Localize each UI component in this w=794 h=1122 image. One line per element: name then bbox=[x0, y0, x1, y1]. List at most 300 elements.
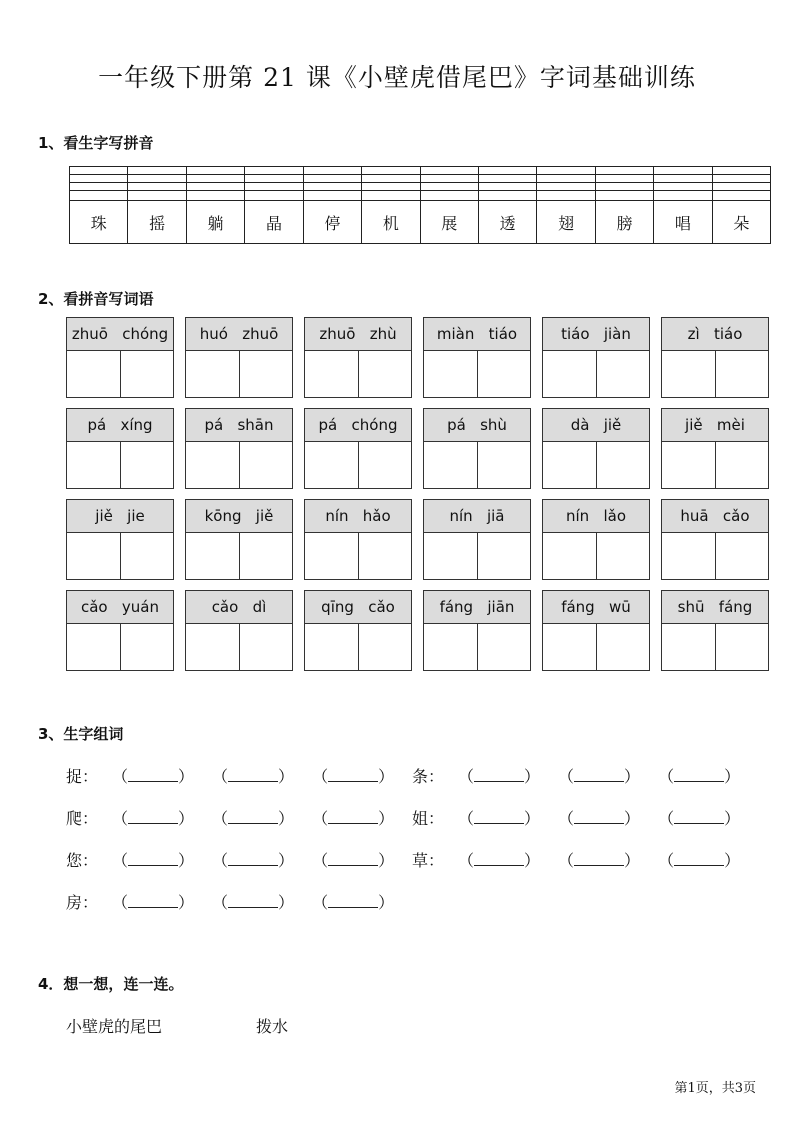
blank-line[interactable] bbox=[474, 809, 524, 824]
blank-line[interactable] bbox=[574, 851, 624, 866]
pinyin-label: fáng wū bbox=[543, 591, 649, 624]
word-card bbox=[542, 317, 650, 398]
close-paren: ） bbox=[378, 893, 395, 912]
word-card bbox=[423, 590, 531, 671]
pinyin-writing-line[interactable] bbox=[362, 167, 419, 175]
word-card bbox=[66, 590, 174, 671]
open-paren: （ bbox=[458, 809, 475, 828]
pinyin-writing-line[interactable] bbox=[713, 167, 770, 175]
character-box[interactable] bbox=[358, 351, 412, 397]
open-paren: （ bbox=[558, 767, 575, 786]
answer-blank[interactable] bbox=[112, 806, 194, 829]
close-paren: ） bbox=[178, 767, 195, 786]
blank-line[interactable] bbox=[328, 809, 378, 824]
pinyin-word-grid bbox=[66, 317, 768, 671]
answer-blank[interactable] bbox=[658, 764, 740, 787]
character: 躺 bbox=[207, 213, 224, 233]
pinyin-writing-line[interactable] bbox=[421, 191, 478, 201]
pinyin-label: zhuō zhù bbox=[305, 318, 411, 351]
character: 翅 bbox=[558, 213, 575, 233]
answer-blank[interactable] bbox=[658, 848, 740, 871]
pinyin-writing-line[interactable] bbox=[654, 191, 711, 201]
match-right-item[interactable]: 拨水 bbox=[256, 1017, 289, 1036]
char-column bbox=[70, 167, 127, 243]
writing-boxes bbox=[543, 351, 649, 397]
character-box[interactable] bbox=[477, 624, 531, 670]
pinyin-writing-line[interactable] bbox=[70, 167, 127, 175]
blank-line[interactable] bbox=[674, 851, 724, 866]
blank-line[interactable] bbox=[328, 851, 378, 866]
source-character: 草： bbox=[412, 851, 445, 870]
character-box[interactable] bbox=[543, 624, 596, 670]
word-card bbox=[304, 499, 412, 580]
pinyin-writing-line[interactable] bbox=[362, 183, 419, 191]
pinyin-writing-line[interactable] bbox=[654, 167, 711, 175]
pinyin-label: huā cǎo bbox=[662, 500, 768, 533]
pinyin-label: miàn tiáo bbox=[424, 318, 530, 351]
pinyin-writing-line[interactable] bbox=[70, 175, 127, 183]
pinyin-writing-line[interactable] bbox=[304, 183, 361, 191]
blank-line[interactable] bbox=[228, 893, 278, 908]
close-paren: ） bbox=[178, 851, 195, 870]
pinyin-writing-line[interactable] bbox=[537, 167, 594, 175]
char-column bbox=[420, 167, 478, 243]
character-box[interactable] bbox=[305, 351, 358, 397]
character-box[interactable] bbox=[186, 351, 239, 397]
character-box[interactable] bbox=[543, 351, 596, 397]
character-box[interactable] bbox=[67, 351, 120, 397]
writing-boxes bbox=[186, 624, 292, 670]
pinyin-writing-line[interactable] bbox=[362, 191, 419, 201]
word-card bbox=[185, 590, 293, 671]
pinyin-writing-line[interactable] bbox=[70, 191, 127, 201]
writing-boxes bbox=[424, 533, 530, 579]
writing-boxes bbox=[424, 351, 530, 397]
blank-line[interactable] bbox=[674, 809, 724, 824]
character-box[interactable] bbox=[662, 624, 715, 670]
pinyin-writing-line[interactable] bbox=[187, 175, 244, 183]
pinyin-label: cǎo yuán bbox=[67, 591, 173, 624]
open-paren: （ bbox=[458, 851, 475, 870]
open-paren: （ bbox=[658, 851, 675, 870]
character-box[interactable] bbox=[424, 442, 477, 488]
source-character: 姐： bbox=[412, 809, 445, 828]
pinyin-writing-line[interactable] bbox=[245, 191, 302, 201]
pinyin-label: nín lǎo bbox=[543, 500, 649, 533]
pinyin-label: nín hǎo bbox=[305, 500, 411, 533]
word-card bbox=[423, 408, 531, 489]
pinyin-writing-line[interactable] bbox=[596, 183, 653, 191]
character-box[interactable] bbox=[477, 533, 531, 579]
blank-line[interactable] bbox=[574, 767, 624, 782]
close-paren: ） bbox=[724, 809, 741, 828]
answer-blank[interactable] bbox=[458, 806, 540, 829]
pinyin-label: jiě jie bbox=[67, 500, 173, 533]
character-box[interactable] bbox=[477, 442, 531, 488]
character-box[interactable] bbox=[239, 624, 293, 670]
pinyin-writing-line[interactable] bbox=[596, 191, 653, 201]
pinyin-label: pá shù bbox=[424, 409, 530, 442]
pinyin-writing-line[interactable] bbox=[479, 183, 536, 191]
open-paren: （ bbox=[658, 767, 675, 786]
writing-boxes bbox=[543, 533, 649, 579]
character-box[interactable] bbox=[596, 533, 650, 579]
writing-boxes bbox=[186, 351, 292, 397]
character-box[interactable] bbox=[424, 351, 477, 397]
open-paren: （ bbox=[312, 767, 329, 786]
open-paren: （ bbox=[312, 809, 329, 828]
pinyin-writing-line[interactable] bbox=[537, 183, 594, 191]
pinyin-writing-line[interactable] bbox=[187, 191, 244, 201]
pinyin-writing-line[interactable] bbox=[245, 167, 302, 175]
writing-boxes bbox=[305, 533, 411, 579]
blank-line[interactable] bbox=[328, 893, 378, 908]
blank-line[interactable] bbox=[128, 851, 178, 866]
word-forming-row bbox=[66, 806, 412, 829]
character: 摇 bbox=[149, 213, 166, 233]
character-box[interactable] bbox=[596, 624, 650, 670]
blank-line[interactable] bbox=[228, 851, 278, 866]
writing-boxes bbox=[424, 624, 530, 670]
character-box[interactable] bbox=[120, 624, 174, 670]
answer-blank[interactable] bbox=[312, 890, 394, 913]
writing-boxes bbox=[662, 624, 768, 670]
character-box[interactable] bbox=[662, 533, 715, 579]
writing-boxes bbox=[305, 351, 411, 397]
pinyin-label: nín jiā bbox=[424, 500, 530, 533]
character: 膀 bbox=[616, 213, 633, 233]
character-box[interactable] bbox=[358, 624, 412, 670]
pinyin-label: shū fáng bbox=[662, 591, 768, 624]
close-paren: ） bbox=[524, 767, 541, 786]
word-card bbox=[304, 590, 412, 671]
pinyin-label: qīng cǎo bbox=[305, 591, 411, 624]
writing-boxes bbox=[543, 624, 649, 670]
char-column bbox=[536, 167, 594, 243]
page-number: 第1页，共3页 bbox=[674, 1081, 756, 1096]
pinyin-writing-line[interactable] bbox=[479, 191, 536, 201]
word-forming-row bbox=[66, 848, 412, 871]
writing-boxes bbox=[67, 351, 173, 397]
character-box[interactable] bbox=[596, 351, 650, 397]
pinyin-writing-line[interactable] bbox=[128, 175, 185, 183]
character-box[interactable] bbox=[424, 533, 477, 579]
open-paren: （ bbox=[458, 767, 475, 786]
answer-blank[interactable] bbox=[458, 848, 540, 871]
answer-blank[interactable] bbox=[558, 806, 640, 829]
section2-heading: 2、看拼音写词语 bbox=[38, 290, 154, 308]
pinyin-label: dà jiě bbox=[543, 409, 649, 442]
word-card bbox=[185, 317, 293, 398]
section1-heading: 1、看生字写拼音 bbox=[38, 134, 154, 152]
pinyin-writing-line[interactable] bbox=[70, 183, 127, 191]
pinyin-label: pá shān bbox=[186, 409, 292, 442]
character: 晶 bbox=[265, 213, 282, 233]
character-box[interactable] bbox=[715, 351, 769, 397]
answer-blank[interactable] bbox=[212, 848, 294, 871]
word-forming-row bbox=[66, 890, 412, 913]
blank-line[interactable] bbox=[128, 893, 178, 908]
blank-line[interactable] bbox=[128, 809, 178, 824]
pinyin-writing-table bbox=[69, 166, 771, 244]
pinyin-writing-line[interactable] bbox=[128, 183, 185, 191]
pinyin-label: jiě mèi bbox=[662, 409, 768, 442]
word-card bbox=[542, 408, 650, 489]
word-card bbox=[542, 499, 650, 580]
writing-boxes bbox=[543, 442, 649, 488]
pinyin-writing-line[interactable] bbox=[479, 167, 536, 175]
open-paren: （ bbox=[312, 851, 329, 870]
character-box[interactable] bbox=[358, 442, 412, 488]
character-box[interactable] bbox=[305, 442, 358, 488]
pinyin-writing-line[interactable] bbox=[479, 175, 536, 183]
character-box[interactable] bbox=[358, 533, 412, 579]
character-box[interactable] bbox=[305, 624, 358, 670]
character-box[interactable] bbox=[67, 442, 120, 488]
word-forming-row bbox=[66, 764, 412, 787]
word-card bbox=[304, 408, 412, 489]
pinyin-writing-line[interactable] bbox=[537, 191, 594, 201]
answer-blank[interactable] bbox=[558, 764, 640, 787]
answer-blank[interactable] bbox=[312, 764, 394, 787]
close-paren: ） bbox=[178, 809, 195, 828]
char-column bbox=[478, 167, 536, 243]
close-paren: ） bbox=[624, 851, 641, 870]
word-card bbox=[66, 317, 174, 398]
pinyin-writing-line[interactable] bbox=[537, 175, 594, 183]
source-character: 爬： bbox=[66, 809, 99, 828]
answer-blank[interactable] bbox=[212, 890, 294, 913]
char-column bbox=[712, 167, 770, 243]
open-paren: （ bbox=[112, 851, 129, 870]
writing-boxes bbox=[662, 351, 768, 397]
section4-heading: 4．想一想，连一连。 bbox=[38, 975, 184, 993]
character: 停 bbox=[324, 213, 341, 233]
open-paren: （ bbox=[212, 767, 229, 786]
pinyin-label: fáng jiān bbox=[424, 591, 530, 624]
character-box[interactable] bbox=[239, 533, 293, 579]
character-box[interactable] bbox=[715, 624, 769, 670]
open-paren: （ bbox=[558, 809, 575, 828]
char-column bbox=[303, 167, 361, 243]
close-paren: ） bbox=[378, 809, 395, 828]
blank-line[interactable] bbox=[474, 767, 524, 782]
close-paren: ） bbox=[624, 767, 641, 786]
answer-blank[interactable] bbox=[312, 806, 394, 829]
writing-boxes bbox=[424, 442, 530, 488]
pinyin-writing-line[interactable] bbox=[187, 183, 244, 191]
char-column bbox=[244, 167, 302, 243]
char-column bbox=[127, 167, 185, 243]
character-box[interactable] bbox=[186, 442, 239, 488]
close-paren: ） bbox=[278, 851, 295, 870]
writing-boxes bbox=[186, 442, 292, 488]
pinyin-writing-line[interactable] bbox=[128, 191, 185, 201]
pinyin-label: tiáo jiàn bbox=[543, 318, 649, 351]
word-card bbox=[66, 408, 174, 489]
character-box[interactable] bbox=[424, 624, 477, 670]
character: 朵 bbox=[733, 213, 750, 233]
writing-boxes bbox=[662, 442, 768, 488]
pinyin-writing-line[interactable] bbox=[304, 175, 361, 183]
close-paren: ） bbox=[378, 767, 395, 786]
word-card bbox=[542, 590, 650, 671]
open-paren: （ bbox=[112, 809, 129, 828]
word-card bbox=[66, 499, 174, 580]
word-card bbox=[661, 408, 769, 489]
close-paren: ） bbox=[278, 893, 295, 912]
open-paren: （ bbox=[312, 893, 329, 912]
answer-blank[interactable] bbox=[458, 764, 540, 787]
pinyin-writing-line[interactable] bbox=[128, 167, 185, 175]
close-paren: ） bbox=[624, 809, 641, 828]
blank-line[interactable] bbox=[128, 767, 178, 782]
pinyin-writing-line[interactable] bbox=[713, 183, 770, 191]
source-character: 房： bbox=[66, 893, 99, 912]
open-paren: （ bbox=[558, 851, 575, 870]
pinyin-writing-line[interactable] bbox=[421, 183, 478, 191]
answer-blank[interactable] bbox=[112, 764, 194, 787]
pinyin-writing-line[interactable] bbox=[304, 191, 361, 201]
match-left-item[interactable]: 小壁虎的尾巴 bbox=[66, 1017, 163, 1036]
open-paren: （ bbox=[658, 809, 675, 828]
character-box[interactable] bbox=[120, 351, 174, 397]
character: 机 bbox=[382, 213, 399, 233]
pinyin-writing-line[interactable] bbox=[245, 183, 302, 191]
answer-blank[interactable] bbox=[112, 890, 194, 913]
close-paren: ） bbox=[724, 767, 741, 786]
writing-boxes bbox=[305, 442, 411, 488]
word-card bbox=[423, 317, 531, 398]
close-paren: ） bbox=[378, 851, 395, 870]
pinyin-writing-line[interactable] bbox=[421, 175, 478, 183]
pinyin-label: pá xíng bbox=[67, 409, 173, 442]
character: 珠 bbox=[90, 213, 107, 233]
answer-blank[interactable] bbox=[558, 848, 640, 871]
character-box[interactable] bbox=[186, 624, 239, 670]
pinyin-writing-line[interactable] bbox=[187, 167, 244, 175]
blank-line[interactable] bbox=[674, 767, 724, 782]
close-paren: ） bbox=[524, 809, 541, 828]
answer-blank[interactable] bbox=[212, 764, 294, 787]
open-paren: （ bbox=[112, 767, 129, 786]
writing-boxes bbox=[662, 533, 768, 579]
blank-line[interactable] bbox=[474, 851, 524, 866]
character-box[interactable] bbox=[67, 533, 120, 579]
char-column bbox=[595, 167, 653, 243]
word-card bbox=[661, 317, 769, 398]
writing-boxes bbox=[186, 533, 292, 579]
pinyin-writing-line[interactable] bbox=[245, 175, 302, 183]
open-paren: （ bbox=[212, 809, 229, 828]
answer-blank[interactable] bbox=[212, 806, 294, 829]
pinyin-label: pá chóng bbox=[305, 409, 411, 442]
pinyin-writing-line[interactable] bbox=[596, 175, 653, 183]
pinyin-label: kōng jiě bbox=[186, 500, 292, 533]
close-paren: ） bbox=[178, 893, 195, 912]
word-forming-row bbox=[412, 806, 758, 829]
pinyin-label: zhuō chóng bbox=[67, 318, 173, 351]
pinyin-label: cǎo dì bbox=[186, 591, 292, 624]
character-box[interactable] bbox=[543, 442, 596, 488]
close-paren: ） bbox=[724, 851, 741, 870]
pinyin-writing-line[interactable] bbox=[654, 183, 711, 191]
character-box[interactable] bbox=[120, 533, 174, 579]
pinyin-writing-line[interactable] bbox=[654, 175, 711, 183]
writing-boxes bbox=[67, 442, 173, 488]
blank-line[interactable] bbox=[574, 809, 624, 824]
character: 展 bbox=[441, 213, 458, 233]
open-paren: （ bbox=[112, 893, 129, 912]
word-forming-row bbox=[412, 848, 758, 871]
writing-boxes bbox=[67, 533, 173, 579]
pinyin-writing-line[interactable] bbox=[713, 175, 770, 183]
character-box[interactable] bbox=[120, 442, 174, 488]
open-paren: （ bbox=[212, 851, 229, 870]
word-card bbox=[185, 499, 293, 580]
blank-line[interactable] bbox=[228, 809, 278, 824]
character-box[interactable] bbox=[543, 533, 596, 579]
word-card bbox=[423, 499, 531, 580]
source-character: 捉： bbox=[66, 767, 99, 786]
close-paren: ） bbox=[524, 851, 541, 870]
pinyin-label: huó zhuō bbox=[186, 318, 292, 351]
blank-line[interactable] bbox=[328, 767, 378, 782]
character-box[interactable] bbox=[715, 533, 769, 579]
character-box[interactable] bbox=[305, 533, 358, 579]
character-box[interactable] bbox=[596, 442, 650, 488]
character-box[interactable] bbox=[186, 533, 239, 579]
character-box[interactable] bbox=[477, 351, 531, 397]
character-box[interactable] bbox=[715, 442, 769, 488]
blank-line[interactable] bbox=[228, 767, 278, 782]
character-box[interactable] bbox=[662, 351, 715, 397]
close-paren: ） bbox=[278, 767, 295, 786]
word-card bbox=[661, 590, 769, 671]
page-title: 一年级下册第 21 课《小壁虎借尾巴》字词基础训练 bbox=[98, 63, 696, 92]
character-box[interactable] bbox=[662, 442, 715, 488]
character: 透 bbox=[499, 213, 516, 233]
open-paren: （ bbox=[212, 893, 229, 912]
pinyin-writing-line[interactable] bbox=[713, 191, 770, 201]
source-character: 条： bbox=[412, 767, 445, 786]
character-box[interactable] bbox=[67, 624, 120, 670]
character-box[interactable] bbox=[239, 351, 293, 397]
character-box[interactable] bbox=[239, 442, 293, 488]
pinyin-writing-line[interactable] bbox=[304, 167, 361, 175]
char-column bbox=[653, 167, 711, 243]
char-column bbox=[186, 167, 244, 243]
answer-blank[interactable] bbox=[112, 848, 194, 871]
answer-blank[interactable] bbox=[658, 806, 740, 829]
section3-heading: 3、生字组词 bbox=[38, 725, 124, 743]
word-card bbox=[185, 408, 293, 489]
pinyin-writing-line[interactable] bbox=[421, 167, 478, 175]
pinyin-writing-line[interactable] bbox=[362, 175, 419, 183]
word-card bbox=[661, 499, 769, 580]
word-forming-row bbox=[412, 764, 758, 787]
character: 唱 bbox=[674, 213, 691, 233]
answer-blank[interactable] bbox=[312, 848, 394, 871]
source-character: 您： bbox=[66, 851, 99, 870]
close-paren: ） bbox=[278, 809, 295, 828]
writing-boxes bbox=[67, 624, 173, 670]
word-card bbox=[304, 317, 412, 398]
writing-boxes bbox=[305, 624, 411, 670]
char-column bbox=[361, 167, 419, 243]
pinyin-writing-line[interactable] bbox=[596, 167, 653, 175]
pinyin-label: zì tiáo bbox=[662, 318, 768, 351]
